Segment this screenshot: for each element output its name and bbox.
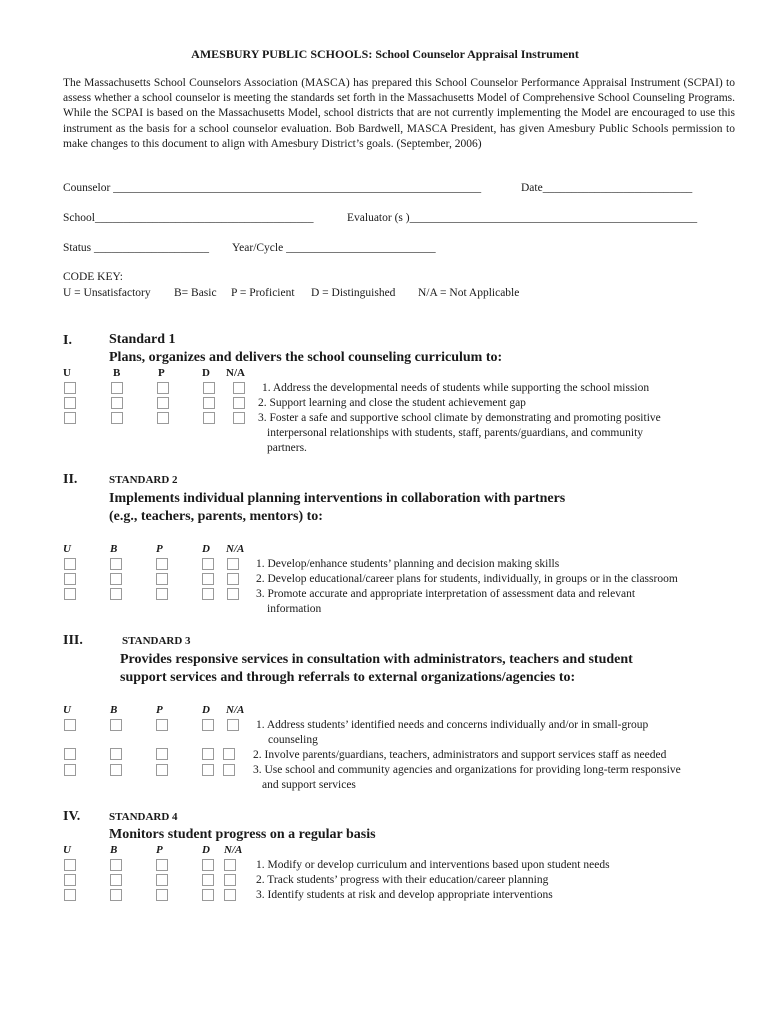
- s3-i2-b-checkbox[interactable]: [110, 748, 122, 760]
- col-d: D: [202, 844, 210, 856]
- s3-i3-b-checkbox[interactable]: [110, 764, 122, 776]
- s1-i2-p-checkbox[interactable]: [157, 397, 169, 409]
- s1-i1-b-checkbox[interactable]: [111, 382, 123, 394]
- s2-i3-u-checkbox[interactable]: [64, 588, 76, 600]
- s3-i1-u-checkbox[interactable]: [64, 719, 76, 731]
- standard-1-item-2: 2. Support learning and close the student achievement gap: [258, 397, 526, 409]
- s3-i3-na-checkbox[interactable]: [223, 764, 235, 776]
- standard-2-item-3: 3. Promote accurate and appropriate interpretation of assessment data and relevant: [256, 588, 636, 600]
- s2-i2-p-checkbox[interactable]: [156, 573, 168, 585]
- s2-i1-b-checkbox[interactable]: [110, 558, 122, 570]
- s2-i3-p-checkbox[interactable]: [156, 588, 168, 600]
- code-key-label: CODE KEY:: [63, 271, 123, 283]
- s1-i1-d-checkbox[interactable]: [203, 382, 215, 394]
- col-d: D: [202, 704, 210, 716]
- standard-1-item-3-line-2: interpersonal relationships with students, staff, parents/guardians, and community: [267, 427, 644, 439]
- s3-i3-p-checkbox[interactable]: [156, 764, 168, 776]
- standard-1-item-3-line-3: partners.: [267, 442, 307, 454]
- standard-3-numeral: III.: [63, 633, 83, 648]
- s2-i2-u-checkbox[interactable]: [64, 573, 76, 585]
- s4-i3-na-checkbox[interactable]: [224, 889, 236, 901]
- s4-i1-u-checkbox[interactable]: [64, 859, 76, 871]
- code-key-na: N/A = Not Applicable: [418, 287, 520, 299]
- s3-i3-d-checkbox[interactable]: [202, 764, 214, 776]
- s4-i3-u-checkbox[interactable]: [64, 889, 76, 901]
- s1-i2-u-checkbox[interactable]: [64, 397, 76, 409]
- s3-i3-u-checkbox[interactable]: [64, 764, 76, 776]
- s2-i3-d-checkbox[interactable]: [202, 588, 214, 600]
- s1-i3-u-checkbox[interactable]: [64, 412, 76, 424]
- s1-i3-d-checkbox[interactable]: [203, 412, 215, 424]
- standard-1-item-3: 3. Foster a safe and supportive school climate by demonstrating and promoting positive: [258, 412, 661, 424]
- counselor-field[interactable]: Counselor ________________________________________________________________: [63, 182, 482, 194]
- col-b: B: [110, 543, 118, 555]
- standard-2-heading: Implements individual planning interventions in collaboration with partners: [109, 491, 566, 506]
- standard-3-heading: Provides responsive services in consultation with administrators, teachers and student: [120, 652, 633, 667]
- s4-i1-na-checkbox[interactable]: [224, 859, 236, 871]
- standard-4-label: STANDARD 4: [109, 811, 178, 823]
- intro-paragraph: The Massachusetts School Counselors Association (MASCA) has prepared this School Counselor Performance Appraisal Instrument (SCPAI) to assess whether a school counselor is meeting the standards set forth in the Massachusetts Model of Comprehensive School Counseling Programs. While the SCPAI is based on the Massachusetts Model, school districts that are not currently implementing the Model are encouraged to use this instrument as the basis for a school counselor evaluation. Bob Bardwell, MASCA President, has given Amesbury Public Schools permission to make changes to this document to align with Amesbury District’s goals. (September, 2006): [63, 77, 735, 150]
- s2-i1-na-checkbox[interactable]: [227, 558, 239, 570]
- code-key-d: D = Distinguished: [311, 287, 396, 299]
- s4-i3-p-checkbox[interactable]: [156, 889, 168, 901]
- standard-2-item-2: 2. Develop educational/career plans for students, individually, in groups or in the classroom: [256, 573, 678, 585]
- col-u: U: [63, 844, 71, 856]
- standard-3-item-1: 1. Address students’ identified needs and concerns individually and/or in small-group: [256, 719, 649, 731]
- standard-3-item-3-line-2: and support services: [262, 779, 356, 791]
- status-field[interactable]: Status ____________________: [63, 242, 209, 254]
- standard-3-item-3: 3. Use school and community agencies and organizations for providing long-term responsive: [253, 764, 681, 776]
- standard-2-item-1: 1. Develop/enhance students’ planning and decision making skills: [256, 558, 560, 570]
- standard-3-label: STANDARD 3: [122, 635, 191, 647]
- s2-i3-b-checkbox[interactable]: [110, 588, 122, 600]
- col-b: B: [110, 704, 118, 716]
- standard-4-numeral: IV.: [63, 809, 81, 824]
- standard-2-item-3-line-2: information: [267, 603, 322, 615]
- s3-i2-p-checkbox[interactable]: [156, 748, 168, 760]
- document-title: AMESBURY PUBLIC SCHOOLS: School Counselor Appraisal Instrument: [191, 47, 579, 61]
- col-d: D: [202, 543, 210, 555]
- standard-4-item-3: 3. Identify students at risk and develop appropriate interventions: [256, 889, 553, 901]
- col-p: P: [156, 543, 163, 555]
- s2-i1-p-checkbox[interactable]: [156, 558, 168, 570]
- standard-3-item-1-line-2: counseling: [268, 734, 318, 746]
- col-p: P: [158, 367, 165, 379]
- col-na: N/A: [224, 844, 243, 856]
- s3-i1-b-checkbox[interactable]: [110, 719, 122, 731]
- col-u: U: [63, 367, 71, 379]
- year-cycle-field[interactable]: Year/Cycle __________________________: [232, 242, 436, 254]
- col-b: B: [110, 844, 118, 856]
- s4-i2-p-checkbox[interactable]: [156, 874, 168, 886]
- standard-4-heading: Monitors student progress on a regular basis: [109, 827, 376, 842]
- s4-i3-d-checkbox[interactable]: [202, 889, 214, 901]
- s4-i2-b-checkbox[interactable]: [110, 874, 122, 886]
- s1-i2-na-checkbox[interactable]: [233, 397, 245, 409]
- code-key-p: P = Proficient: [231, 287, 295, 299]
- code-key-u: U = Unsatisfactory: [63, 287, 151, 299]
- s2-i2-na-checkbox[interactable]: [227, 573, 239, 585]
- standard-4-item-1: 1. Modify or develop curriculum and interventions based upon student needs: [256, 859, 610, 871]
- standard-1-numeral: I.: [63, 333, 72, 348]
- col-na: N/A: [226, 367, 245, 379]
- school-field[interactable]: School______________________________________: [63, 212, 314, 224]
- s4-i2-u-checkbox[interactable]: [64, 874, 76, 886]
- standard-2-numeral: II.: [63, 472, 78, 487]
- col-p: P: [156, 844, 163, 856]
- s3-i1-na-checkbox[interactable]: [227, 719, 239, 731]
- standard-3-heading-line-2: support services and through referrals to external organizations/agencies to:: [120, 670, 576, 685]
- standard-2-label: STANDARD 2: [109, 474, 178, 486]
- standard-4-item-2: 2. Track students’ progress with their education/career planning: [256, 874, 549, 886]
- s4-i2-d-checkbox[interactable]: [202, 874, 214, 886]
- standard-1-label: Standard 1: [109, 332, 176, 347]
- s1-i2-d-checkbox[interactable]: [203, 397, 215, 409]
- s3-i1-d-checkbox[interactable]: [202, 719, 214, 731]
- standard-1-item-1: 1. Address the developmental needs of students while supporting the school mission: [262, 382, 650, 394]
- s2-i2-d-checkbox[interactable]: [202, 573, 214, 585]
- col-p: P: [156, 704, 163, 716]
- col-na: N/A: [226, 543, 245, 555]
- standard-2-heading-line-2: (e.g., teachers, parents, mentors) to:: [109, 509, 323, 524]
- col-u: U: [63, 543, 71, 555]
- s1-i3-b-checkbox[interactable]: [111, 412, 123, 424]
- standard-3-item-2: 2. Involve parents/guardians, teachers, administrators and support services staff as needed: [253, 749, 667, 761]
- s4-i1-b-checkbox[interactable]: [110, 859, 122, 871]
- s2-i2-b-checkbox[interactable]: [110, 573, 122, 585]
- evaluator-field[interactable]: Evaluator (s )__________________________________________________: [347, 212, 698, 224]
- s2-i1-u-checkbox[interactable]: [64, 558, 76, 570]
- s3-i1-p-checkbox[interactable]: [156, 719, 168, 731]
- s3-i2-u-checkbox[interactable]: [64, 748, 76, 760]
- s1-i1-na-checkbox[interactable]: [233, 382, 245, 394]
- col-d: D: [202, 367, 210, 379]
- s4-i2-na-checkbox[interactable]: [224, 874, 236, 886]
- col-u: U: [63, 704, 71, 716]
- s2-i3-na-checkbox[interactable]: [227, 588, 239, 600]
- col-b: B: [113, 367, 121, 379]
- col-na: N/A: [226, 704, 245, 716]
- s3-i2-d-checkbox[interactable]: [202, 748, 214, 760]
- s3-i2-na-checkbox[interactable]: [223, 748, 235, 760]
- s4-i3-b-checkbox[interactable]: [110, 889, 122, 901]
- code-key-b: B= Basic: [174, 287, 217, 299]
- s4-i1-d-checkbox[interactable]: [202, 859, 214, 871]
- s4-i1-p-checkbox[interactable]: [156, 859, 168, 871]
- standard-1-heading: Plans, organizes and delivers the school counseling curriculum to:: [109, 350, 503, 365]
- s1-i2-b-checkbox[interactable]: [111, 397, 123, 409]
- s1-i3-p-checkbox[interactable]: [157, 412, 169, 424]
- s1-i3-na-checkbox[interactable]: [233, 412, 245, 424]
- s2-i1-d-checkbox[interactable]: [202, 558, 214, 570]
- s1-i1-u-checkbox[interactable]: [64, 382, 76, 394]
- date-field[interactable]: Date__________________________: [521, 182, 693, 194]
- s1-i1-p-checkbox[interactable]: [157, 382, 169, 394]
